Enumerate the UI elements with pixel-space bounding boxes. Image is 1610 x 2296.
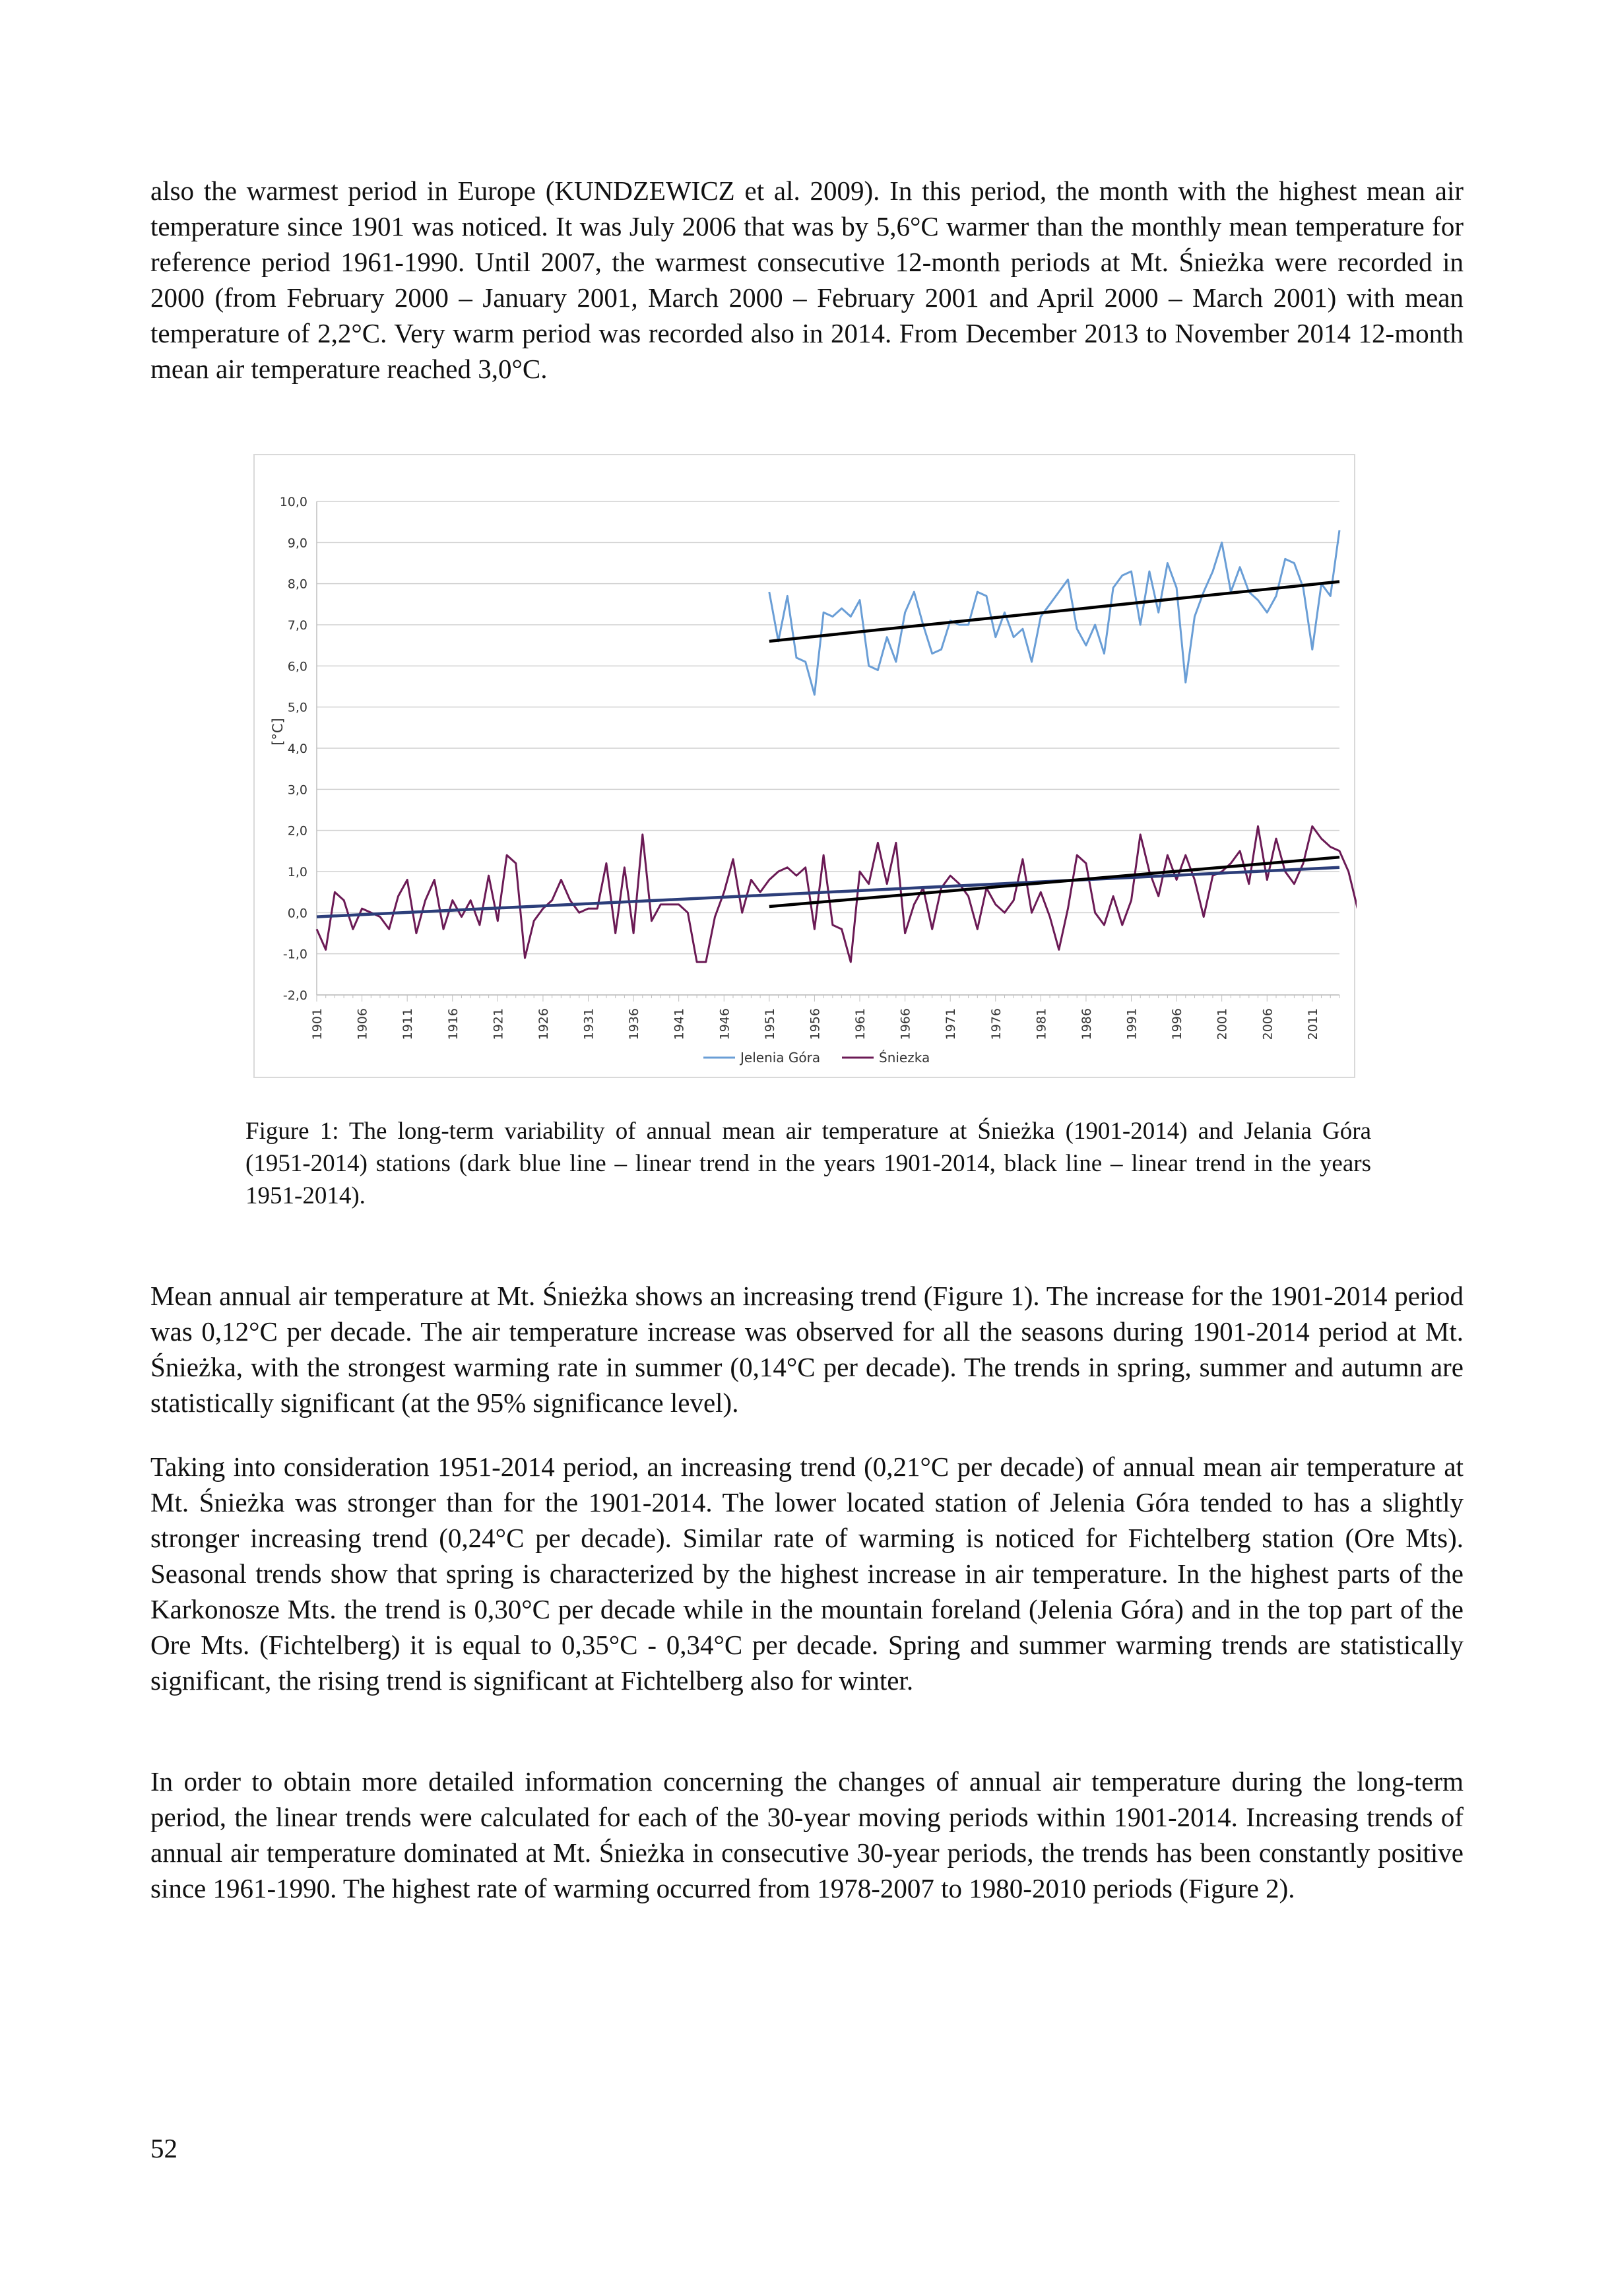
x-tick-label: 2001 [1215,1008,1230,1040]
x-tick-label: 1966 [898,1008,913,1040]
y-tick-label: -1,0 [282,947,307,962]
x-tick-label: 1976 [988,1008,1004,1040]
y-tick-label: 5,0 [287,700,307,715]
x-tick-label: 1921 [491,1008,506,1040]
x-tick-label: 1986 [1079,1008,1094,1040]
paragraph-moving-periods: In order to obtain more detailed information concerning the changes of annual air temperature during the long-term period, the linear trends were calculated for each of the 30-year moving periods within 1901-2014. Increasing trends of annual air temperature dominated at Mt. Śnieżka in consecutive 30-year periods, the trends has been constantly positive since 1961-1990. The highest rate of warming occurred from 1978-2007 to 1980-2010 periods (Figure 2). [150,1766,1464,1903]
x-tick-label: 1991 [1124,1008,1140,1040]
y-tick-label: 10,0 [279,495,307,509]
trend-line-2 [769,857,1339,907]
paragraph-trend-snieżka: Mean annual air temperature at Mt. Śnieżka shows an increasing trend (Figure 1). The increase for the 1901-2014 period was 0,12°C per decade. The air temperature increase was observed for all the seasons during 1901-2014 period at Mt. Śnieżka, with the strongest warming rate in summer (0,14°C per decade). The trends in spring, summer and autumn are statistically significant (at the 95% significance level). [150,1281,1464,1418]
y-tick-label: 6,0 [287,659,307,674]
trend-line-3 [769,582,1339,641]
page-number: 52 [150,2133,177,2163]
x-tick-label: 1906 [355,1008,370,1040]
y-tick-label: 1,0 [287,865,307,879]
y-tick-label: 4,0 [287,742,307,756]
x-tick-label: 1911 [401,1008,416,1040]
y-tick-label: 8,0 [287,577,307,592]
y-axis-title: [°C] [270,718,286,746]
intro-paragraph: also the warmest period in Europe (KUNDZEWICZ et al. 2009). In this period, the month with the highest mean air temperature since 1901 was noticed. It was July 2006 that was by 5,6°C warmer than the monthly mean temperature for reference period 1961-1990. Until 2007, the warmest consecutive 12-month periods at Mt. Śnieżka were recorded in 2000 (from February 2000 – January 2001, March 2000 – February 2001 and April 2000 – March 2001) with mean temperature of 2,2°C. Very warm period was recorded also in 2014. From December 2013 to November 2014 12-month mean air temperature reached 3,0°C. [150,175,1464,384]
x-tick-label: 1951 [762,1008,777,1040]
x-tick-label: 1956 [808,1008,823,1040]
trend-line-1 [317,868,1339,917]
x-tick-label: 1946 [717,1008,732,1040]
paragraph-trend-1951-2014: Taking into consideration 1951-2014 period, an increasing trend (0,21°C per decade) of annual mean air temperature at Mt. Śnieżka was stronger than for the 1901-2014. The lower located station of Jelenia Góra tended to has a slightly stronger increasing trend (0,24°C per decade). Similar rate of warming is noticed for Fichtelberg station (Ore Mts). Seasonal trends show that spring is characterized by the highest increase in air temperature. In the highest parts of the Karkonosze Mts. the trend is 0,30°C per decade while in the mountain foreland (Jelenia Góra) and in the top part of the Ore Mts. (Fichtelberg) it is equal to 0,35°C - 0,34°C per decade. Spring and summer warming trends are statistically significant, the rising trend is significant at Fichtelberg also for winter. [150,1451,1464,1696]
x-tick-label: 2011 [1305,1008,1320,1040]
x-tick-label: 1971 [944,1008,959,1040]
y-tick-label: 7,0 [287,618,307,633]
legend-label-sniezka: Śniezka [879,1050,930,1066]
y-tick-label: -2,0 [282,988,307,1003]
y-tick-label: 3,0 [287,782,307,798]
x-tick-label: 2006 [1260,1008,1275,1040]
x-tick-label: 1901 [310,1008,325,1040]
x-tick-label: 1981 [1034,1008,1049,1040]
x-tick-label: 1931 [581,1008,596,1040]
x-tick-label: 1941 [672,1008,687,1040]
y-tick-label: 0,0 [287,906,307,921]
x-tick-label: 1996 [1170,1008,1185,1040]
y-tick-label: 9,0 [287,536,307,551]
figure-1-chart [253,454,1355,1078]
temperature-chart [255,455,1357,1079]
series-line-sniezka [317,802,1357,962]
x-tick-label: 1961 [853,1008,868,1040]
x-tick-label: 1916 [445,1008,461,1040]
y-tick-label: 2,0 [287,823,307,839]
figure-1-caption: Figure 1: The long-term variability of annual mean air temperature at Śnieżka (1901-2014) and Jelania Góra (1951-2014) stations (dark blue line – linear trend in the years 1901-2014, black line – linear trend in the years 1951-2014). [245,1118,1371,1209]
x-tick-label: 1926 [536,1008,551,1040]
legend-label-jelenia-gora: Jelenia Góra [740,1050,821,1066]
x-tick-label: 1936 [627,1008,642,1040]
